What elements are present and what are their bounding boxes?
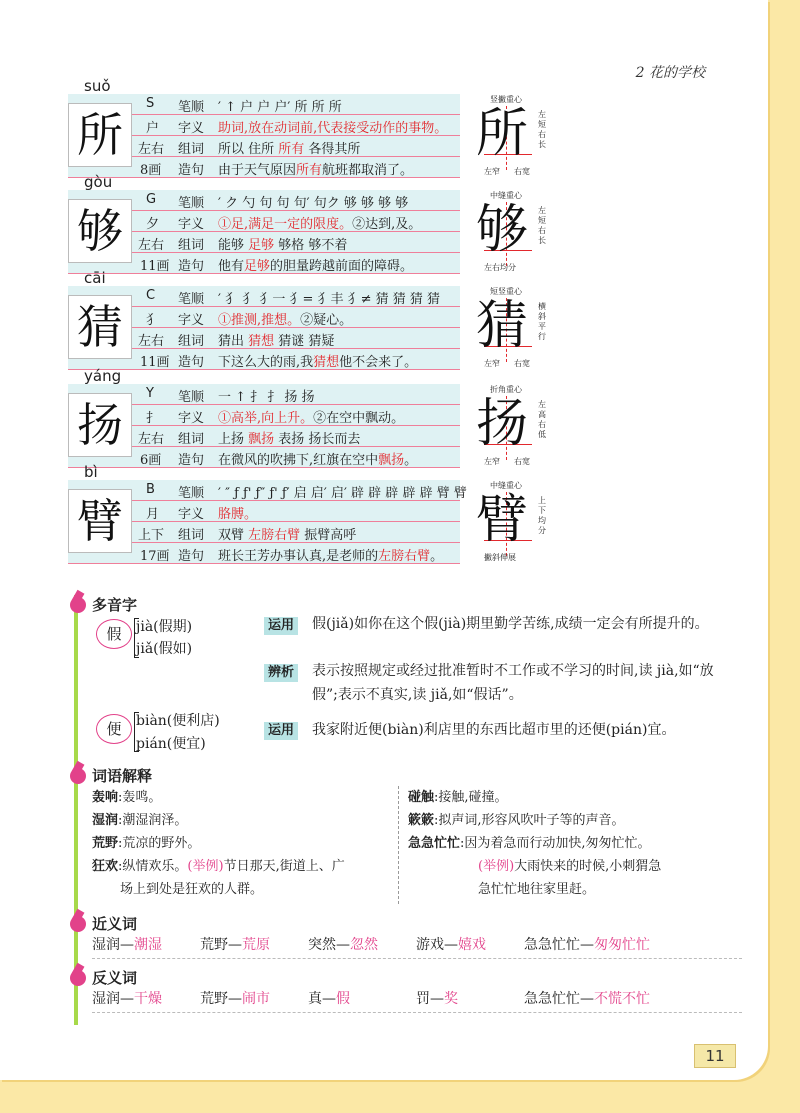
gloss-item: 急急忙忙:因为着急而行动加快,匆匆忙忙。 xyxy=(408,836,651,851)
structure: 左右 xyxy=(138,142,165,157)
reading: jià(假期) xyxy=(136,619,193,635)
label-stroke-order: 笔顺 xyxy=(178,486,205,501)
label-sentence: 造句 xyxy=(178,259,205,274)
label-sentence: 造句 xyxy=(178,549,205,564)
guide-note: 短竖重心 xyxy=(490,287,522,296)
guide-bottom-left: 左窄 xyxy=(484,359,500,368)
example-sentence: 下这么大的雨,我猜想他不会来了。 xyxy=(218,355,418,370)
synonym-pair: 湿润—潮湿 xyxy=(92,937,162,953)
guide-side-note: 左短右长 xyxy=(538,110,546,149)
label-words: 组词 xyxy=(178,432,205,447)
initial-letter: S xyxy=(146,96,155,111)
label-words: 组词 xyxy=(178,142,205,157)
meaning: ①高举,向上升。②在空中飘动。 xyxy=(218,411,405,426)
antonym-pair: 真—假 xyxy=(308,991,350,1007)
label-sentence: 造句 xyxy=(178,355,205,370)
guide-bottom-left: 左窄 xyxy=(484,167,500,176)
pinyin: yáng xyxy=(84,367,122,385)
radical: 扌 xyxy=(146,411,160,426)
label-meaning: 字义 xyxy=(178,121,205,136)
main-character: 所 xyxy=(68,103,132,167)
label-words: 组词 xyxy=(178,334,205,349)
guide-note: 竖撇重心 xyxy=(490,95,522,104)
gloss-item: 簌簌:拟声词,形容风吹叶子等的声音。 xyxy=(408,813,625,828)
writing-guide xyxy=(462,480,552,564)
stroke-order: ′ ″ ƒ ƒ' ƒ″ ƒ' ƒ′ 启 启′ 启′ 辟 辟 辟 辟 辟 臂 臂 xyxy=(218,486,467,501)
guide-bottom-left: 左右均分 xyxy=(484,263,516,272)
green-margin-bar xyxy=(74,595,78,1025)
meaning: 胳膊。 xyxy=(218,507,258,522)
example-sentence: 在微风的吹拂下,红旗在空中飘扬。 xyxy=(218,453,418,468)
guide-side-note: 横斜平行 xyxy=(538,302,546,341)
gloss-item-cont: 急忙忙地往家里赶。 xyxy=(478,882,596,897)
gloss-item: 碰触:接触,碰撞。 xyxy=(408,790,508,805)
label-meaning: 字义 xyxy=(178,313,205,328)
usage-text: 假(jiǎ)如你在这个假(jià)期里勤学苦练,成绩一定会有所提升的。 xyxy=(312,616,709,632)
label-sentence: 造句 xyxy=(178,163,205,178)
character-block xyxy=(68,77,546,178)
gloss-item-example: (举例)大雨快来的时候,小刺猬急 xyxy=(478,859,662,874)
gloss-item: 轰响:轰鸣。 xyxy=(92,790,162,805)
meaning: ①推测,推想。②疑心。 xyxy=(218,313,353,328)
main-character: 猜 xyxy=(68,295,132,359)
character-block xyxy=(68,269,546,370)
stroke-count: 11画 xyxy=(140,259,170,274)
antonym-pair: 湿润—干燥 xyxy=(92,991,162,1007)
writing-guide xyxy=(462,94,552,178)
words: 所以 住所 所有 各得其所 xyxy=(218,142,361,157)
glossary-divider xyxy=(398,786,399,904)
gloss-item: 湿润:潮湿润泽。 xyxy=(92,813,188,828)
separator xyxy=(92,1012,742,1013)
guide-bottom-left: 左窄 xyxy=(484,457,500,466)
reading: pián(便宜) xyxy=(136,736,206,752)
main-character: 够 xyxy=(68,199,132,263)
antonym-pair: 罚—奖 xyxy=(416,991,458,1007)
label-sentence: 造句 xyxy=(178,453,205,468)
reading: biàn(便利店) xyxy=(136,713,220,729)
initial-letter: C xyxy=(146,288,156,303)
writing-guide xyxy=(462,286,552,370)
guide-character: 臂 xyxy=(476,490,529,550)
stroke-order: ′ ↑ 户 户 户′ 所 所 所 xyxy=(218,100,342,115)
radical: 夕 xyxy=(146,217,160,232)
gloss-item: 荒野:荒凉的野外。 xyxy=(92,836,201,851)
pencil-icon xyxy=(70,916,86,932)
initial-letter: Y xyxy=(146,386,154,401)
gloss-item-cont: 场上到处是狂欢的人群。 xyxy=(120,882,264,897)
pinyin: gòu xyxy=(84,173,113,191)
label-stroke-order: 笔顺 xyxy=(178,292,205,307)
main-character: 臂 xyxy=(68,489,132,553)
guide-character: 所 xyxy=(476,104,529,164)
example-sentence: 班长王芳办事认真,是老师的左膀右臂。 xyxy=(218,549,444,564)
glossary-title: 词语解释 xyxy=(92,767,153,785)
example-sentence: 他有足够的胆量跨越前面的障碍。 xyxy=(218,259,414,274)
label-stroke-order: 笔顺 xyxy=(178,100,205,115)
label-stroke-order: 笔顺 xyxy=(178,390,205,405)
chapter-title: 2 花的学校 xyxy=(635,65,705,81)
initial-letter: B xyxy=(146,482,155,497)
pinyin: bì xyxy=(84,463,98,481)
guide-character: 扬 xyxy=(476,394,529,454)
label-meaning: 字义 xyxy=(178,507,205,522)
pinyin: cāi xyxy=(84,269,106,287)
radical: 户 xyxy=(146,121,160,136)
reading: jiǎ(假如) xyxy=(136,641,193,657)
guide-bottom-left: 撇斜伸展 xyxy=(484,553,516,562)
analysis-tag: 辨析 xyxy=(264,664,298,682)
structure: 上下 xyxy=(138,528,165,543)
pencil-icon xyxy=(70,768,86,784)
guide-note: 中缝重心 xyxy=(490,481,522,490)
structure: 左右 xyxy=(138,238,165,253)
synonym-pair: 游戏—嬉戏 xyxy=(416,937,486,953)
separator xyxy=(92,958,742,959)
character-block xyxy=(68,367,546,468)
structure: 左右 xyxy=(138,334,165,349)
structure: 左右 xyxy=(138,432,165,447)
radical: 犭 xyxy=(146,313,160,328)
writing-guide xyxy=(462,190,552,274)
pinyin: suǒ xyxy=(84,77,111,95)
synonyms-title: 近义词 xyxy=(92,915,138,933)
pencil-icon xyxy=(70,970,86,986)
pencil-icon xyxy=(70,597,86,613)
words: 上扬 飘扬 表扬 扬长而去 xyxy=(218,432,361,447)
gloss-item: 狂欢:纵情欢乐。(举例)节日那天,街道上、广 xyxy=(92,859,345,874)
guide-side-note: 左高右低 xyxy=(538,400,546,439)
example-sentence: 由于天气原因所有航班都取消了。 xyxy=(218,163,414,178)
words: 能够 足够 够格 够不着 xyxy=(218,238,348,253)
meaning: ①足,满足一定的限度。②达到,及。 xyxy=(218,217,422,232)
label-words: 组词 xyxy=(178,528,205,543)
stroke-count: 8画 xyxy=(140,163,162,178)
analysis-text: 表示按照规定或经过批准暂时不工作或不学习的时间,读 jià,如“放假”;表示不真实,读 jiǎ,如“假话”。 xyxy=(312,663,714,703)
stroke-order: ′ ク 勺 句 句 句′ 句ク 够 够 够 够 xyxy=(218,196,409,211)
stroke-count: 11画 xyxy=(140,355,170,370)
synonym-pair: 荒野—荒原 xyxy=(200,937,270,953)
stroke-count: 17画 xyxy=(140,549,170,564)
radical: 月 xyxy=(146,507,160,522)
meaning: 助词,放在动词前,代表接受动作的事物。 xyxy=(218,121,448,136)
initial-letter: G xyxy=(146,192,157,207)
label-words: 组词 xyxy=(178,238,205,253)
character-block xyxy=(68,463,546,564)
usage-tag: 运用 xyxy=(264,722,298,740)
usage-tag: 运用 xyxy=(264,617,298,635)
guide-bottom-right: 右宽 xyxy=(514,359,530,368)
guide-note: 折角重心 xyxy=(490,385,522,394)
stroke-order: ′ 犭 犭 犭一 犭= 犭丰 犭≠ 猜 猜 猜 猜 xyxy=(218,292,441,307)
guide-side-note: 上下均分 xyxy=(538,496,546,535)
synonym-pair: 突然—忽然 xyxy=(308,937,378,953)
guide-character: 够 xyxy=(476,200,529,260)
antonym-pair: 荒野—闹市 xyxy=(200,991,270,1007)
antonym-pair: 急急忙忙—不慌不忙 xyxy=(524,991,650,1007)
guide-bottom-right: 右宽 xyxy=(514,457,530,466)
stroke-count: 6画 xyxy=(140,453,162,468)
guide-side-note: 左短右长 xyxy=(538,206,546,245)
synonym-pair: 急急忙忙—匆匆忙忙 xyxy=(524,937,650,953)
main-character: 扬 xyxy=(68,393,132,457)
label-meaning: 字义 xyxy=(178,411,205,426)
usage-text: 我家附近便(biàn)利店里的东西比超市里的还便(pián)宜。 xyxy=(312,722,676,738)
polyphonic-char: 便 xyxy=(96,714,132,744)
guide-character: 猜 xyxy=(476,296,529,356)
label-meaning: 字义 xyxy=(178,217,205,232)
words: 猜出 猜想 猜谜 猜疑 xyxy=(218,334,335,349)
guide-note: 中缝重心 xyxy=(490,191,522,200)
page-number: 11 xyxy=(694,1044,736,1068)
polyphonic-title: 多音字 xyxy=(92,596,138,614)
words: 双臂 左膀右臂 振臂高呼 xyxy=(218,528,357,543)
stroke-order: 一 ↑ 扌 扌 扬 扬 xyxy=(218,390,315,405)
guide-bottom-right: 右宽 xyxy=(514,167,530,176)
writing-guide xyxy=(462,384,552,468)
antonyms-title: 反义词 xyxy=(92,969,138,987)
label-stroke-order: 笔顺 xyxy=(178,196,205,211)
character-block xyxy=(68,173,546,274)
polyphonic-char: 假 xyxy=(96,619,132,649)
